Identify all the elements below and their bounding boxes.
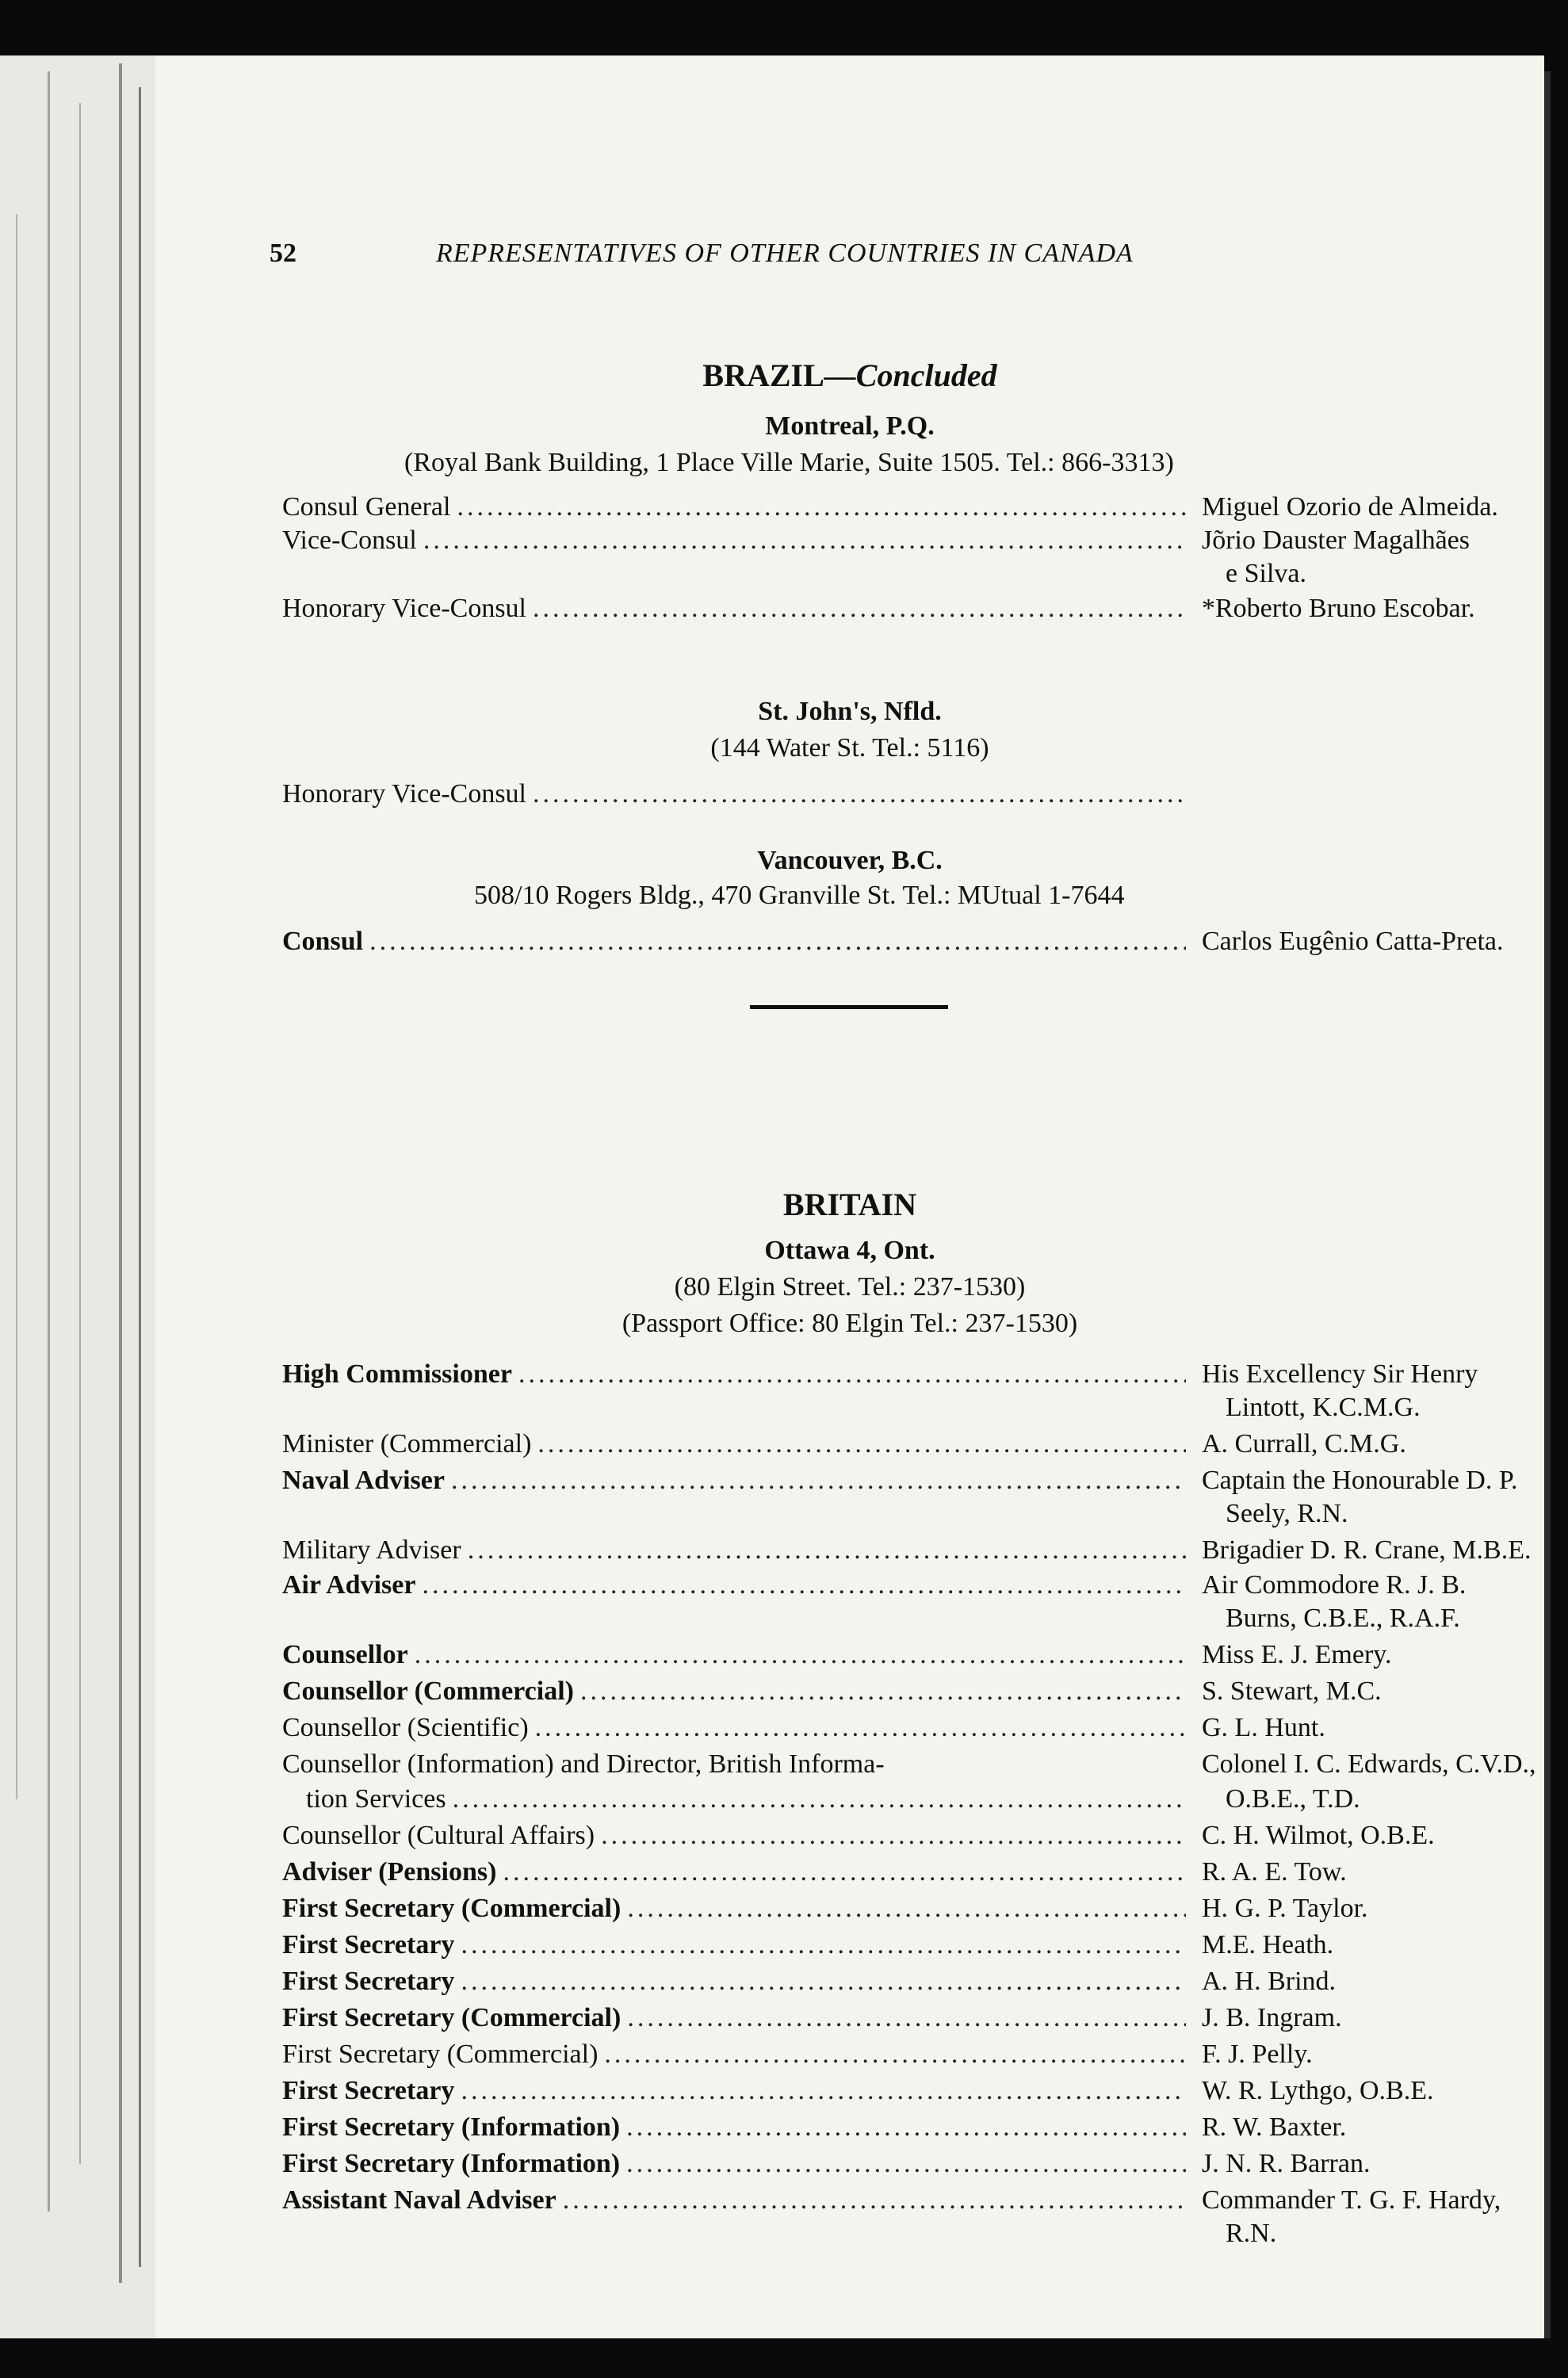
list-item xyxy=(282,2147,1503,2181)
list-item xyxy=(282,924,1503,959)
role-text: First Secretary (Commercial) xyxy=(282,2040,599,2069)
list-item xyxy=(282,1855,1503,1890)
list-item xyxy=(282,523,1503,558)
person-name-continued: Seely, R.N. xyxy=(1226,1499,1348,1528)
leader-dots xyxy=(580,1674,1186,1709)
section-title-suffix: —Concluded xyxy=(824,357,997,393)
person-name: M.E. Heath. xyxy=(1202,1930,1334,1959)
person-name: A. Currall, C.M.G. xyxy=(1202,1429,1406,1459)
section-divider xyxy=(750,1005,948,1009)
role-text: Minister (Commercial) xyxy=(282,1429,532,1459)
role-text: Honorary Vice-Consul xyxy=(282,594,526,623)
section-title-britain: BRITAIN xyxy=(782,1187,917,1222)
leader-dots xyxy=(601,1818,1186,1853)
role-text: Naval Adviser xyxy=(282,1466,445,1495)
list-item xyxy=(282,1533,1532,1568)
person-name: Colonel I. C. Edwards, C.V.D., xyxy=(1202,1749,1536,1779)
role-label xyxy=(282,2183,1186,2218)
leader-dots xyxy=(518,1357,1186,1392)
role-label xyxy=(282,2110,1186,2145)
person-name: Miguel Ozorio de Almeida. xyxy=(1202,492,1498,522)
role-label xyxy=(282,2147,1186,2181)
person-name: Miss E. J. Emery. xyxy=(1202,1640,1392,1669)
role-text: Vice-Consul xyxy=(282,526,417,555)
person-name: Carlos Eugênio Catta-Preta. xyxy=(1202,927,1504,956)
list-item xyxy=(282,1711,1503,1745)
role-text: tion Services xyxy=(306,1784,446,1814)
leader-dots xyxy=(461,1928,1186,1963)
leader-dots xyxy=(461,1964,1186,1999)
city-heading: Montreal, P.Q. xyxy=(765,411,935,441)
role-text: Honorary Vice-Consul xyxy=(282,779,526,809)
person-name: R. A. E. Tow. xyxy=(1202,1857,1347,1887)
role-text: Counsellor (Scientific) xyxy=(282,1713,529,1742)
list-item xyxy=(282,2183,1503,2218)
person-name: R. W. Baxter. xyxy=(1202,2112,1347,2142)
person-name: J. B. Ingram. xyxy=(1202,2003,1342,2032)
leader-dots xyxy=(627,2001,1186,2036)
address-line: (144 Water St. Tel.: 5116) xyxy=(710,733,989,763)
leader-dots xyxy=(468,1533,1186,1568)
list-item xyxy=(282,1427,1503,1462)
role-label xyxy=(282,2037,1186,2072)
person-name: Captain the Honourable D. P. xyxy=(1202,1466,1518,1495)
address-line: 508/10 Rogers Bldg., 470 Granville St. Tel.: MUtual 1-7644 xyxy=(474,881,1125,910)
person-name-continued: R.N. xyxy=(1226,2219,1277,2248)
list-item xyxy=(282,1928,1503,1963)
leader-dots xyxy=(503,1855,1186,1890)
leader-dots xyxy=(453,1782,1186,1817)
role-label xyxy=(282,1711,1186,1745)
person-name: S. Stewart, M.C. xyxy=(1202,1676,1382,1706)
city-heading: St. John's, Nfld. xyxy=(758,697,942,726)
city-heading: Vancouver, B.C. xyxy=(757,846,943,875)
role-label xyxy=(282,1357,1186,1392)
person-name: G. L. Hunt. xyxy=(1202,1713,1325,1742)
list-item xyxy=(282,490,1503,525)
list-item xyxy=(282,1818,1503,1853)
person-name-continued: e Silva. xyxy=(1226,559,1306,588)
section-title-text: BRAZIL xyxy=(702,357,824,393)
role-text: Adviser (Pensions) xyxy=(282,1857,497,1887)
person-name: His Excellency Sir Henry xyxy=(1202,1359,1478,1389)
person-name: J. N. R. Barran. xyxy=(1202,2149,1371,2178)
role-text: High Commissioner xyxy=(282,1359,512,1389)
role-text: First Secretary (Information) xyxy=(282,2149,621,2178)
leader-dots xyxy=(563,2183,1186,2218)
leader-dots xyxy=(422,1568,1186,1603)
person-name-continued: Burns, C.B.E., R.A.F. xyxy=(1226,1604,1460,1633)
role-text: Counsellor xyxy=(282,1640,408,1669)
leader-dots xyxy=(415,1638,1186,1673)
role-text: First Secretary (Commercial) xyxy=(282,1894,621,1923)
role-text: First Secretary (Information) xyxy=(282,2112,621,2142)
role-label xyxy=(282,924,1186,959)
role-label xyxy=(282,2001,1186,2036)
role-text: First Secretary xyxy=(282,1930,455,1959)
role-label xyxy=(282,1533,1186,1568)
leader-dots xyxy=(537,1427,1186,1462)
role-label xyxy=(282,1463,1186,1498)
person-name: A. H. Brind. xyxy=(1202,1967,1337,1996)
person-name: Air Commodore R. J. B. xyxy=(1202,1570,1467,1600)
role-label xyxy=(282,1818,1186,1853)
role-text: First Secretary (Commercial) xyxy=(282,2003,621,2032)
role-label xyxy=(282,1964,1186,1999)
city-heading: Ottawa 4, Ont. xyxy=(764,1236,935,1265)
role-text: First Secretary xyxy=(282,1967,455,1996)
list-item xyxy=(282,1891,1503,1926)
role-text-multiline: Counsellor (Information) and Director, British Informa- xyxy=(282,1749,885,1779)
list-item xyxy=(282,591,1503,626)
person-name: Commander T. G. F. Hardy, xyxy=(1202,2185,1501,2215)
role-text: Assistant Naval Adviser xyxy=(282,2185,556,2215)
leader-dots xyxy=(604,2037,1186,2072)
role-text: Air Adviser xyxy=(282,1570,416,1600)
leader-dots xyxy=(533,591,1186,626)
role-label xyxy=(282,2074,1186,2108)
role-label xyxy=(282,1427,1186,1462)
person-name: Jõrio Dauster Magalhães xyxy=(1202,526,1470,555)
role-label xyxy=(282,1855,1186,1890)
list-item xyxy=(282,2037,1503,2072)
passport-office-line: (Passport Office: 80 Elgin Tel.: 237-1530) xyxy=(621,1309,1078,1338)
person-name: C. H. Wilmot, O.B.E. xyxy=(1202,1821,1435,1850)
section-title-brazil xyxy=(155,358,1544,393)
list-item xyxy=(282,1357,1503,1392)
role-label xyxy=(282,1674,1186,1709)
role-label xyxy=(282,1891,1186,1926)
person-name-continued: O.B.E., T.D. xyxy=(1226,1784,1360,1814)
list-item xyxy=(282,1463,1518,1498)
leader-dots xyxy=(626,2147,1186,2181)
list-item xyxy=(282,2110,1503,2145)
person-name-continued: Lintott, K.C.M.G. xyxy=(1226,1393,1421,1422)
leader-dots xyxy=(533,777,1186,812)
binding-margin xyxy=(0,55,155,2338)
role-text: Consul xyxy=(282,927,364,956)
role-text: First Secretary xyxy=(282,2076,455,2105)
paper xyxy=(155,55,1544,2338)
leader-dots xyxy=(423,523,1186,558)
address-line: (80 Elgin Street. Tel.: 237-1530) xyxy=(674,1272,1026,1302)
role-label xyxy=(306,1782,1186,1817)
leader-dots xyxy=(457,490,1186,525)
person-name: Brigadier D. R. Crane, M.B.E. xyxy=(1202,1535,1532,1565)
list-item xyxy=(282,2001,1503,2036)
list-item xyxy=(282,1568,1503,1603)
leader-dots xyxy=(369,924,1186,959)
running-title: REPRESENTATIVES OF OTHER COUNTRIES IN CANADA xyxy=(436,239,1134,268)
list-item xyxy=(282,1674,1503,1709)
page-edge xyxy=(1544,71,1551,2338)
person-name: H. G. P. Taylor. xyxy=(1202,1894,1368,1923)
role-text: Counsellor (Commercial) xyxy=(282,1676,574,1706)
person-name: F. J. Pelly. xyxy=(1202,2040,1313,2069)
person-name: W. R. Lythgo, O.B.E. xyxy=(1202,2076,1434,2105)
list-item xyxy=(282,1638,1503,1673)
role-label xyxy=(282,1568,1186,1603)
role-label xyxy=(282,1928,1186,1963)
leader-dots xyxy=(626,2110,1186,2145)
person-name: *Roberto Bruno Escobar. xyxy=(1202,594,1475,623)
role-label xyxy=(282,490,1186,525)
role-text: Counsellor (Cultural Affairs) xyxy=(282,1821,595,1850)
list-item xyxy=(282,777,1503,812)
role-label xyxy=(282,777,1186,812)
address-line: (Royal Bank Building, 1 Place Ville Marie, Suite 1505. Tel.: 866-3313) xyxy=(404,448,1174,477)
leader-dots xyxy=(451,1463,1186,1498)
leader-dots xyxy=(461,2074,1186,2108)
role-text: Consul General xyxy=(282,492,451,522)
list-item xyxy=(282,1964,1503,1999)
role-label xyxy=(282,1638,1186,1673)
role-label xyxy=(282,523,1186,558)
role-label xyxy=(282,591,1186,626)
list-item xyxy=(282,2074,1503,2108)
role-text: Military Adviser xyxy=(282,1535,461,1565)
leader-dots xyxy=(535,1711,1186,1745)
page-number: 52 xyxy=(270,239,296,268)
leader-dots xyxy=(627,1891,1186,1926)
